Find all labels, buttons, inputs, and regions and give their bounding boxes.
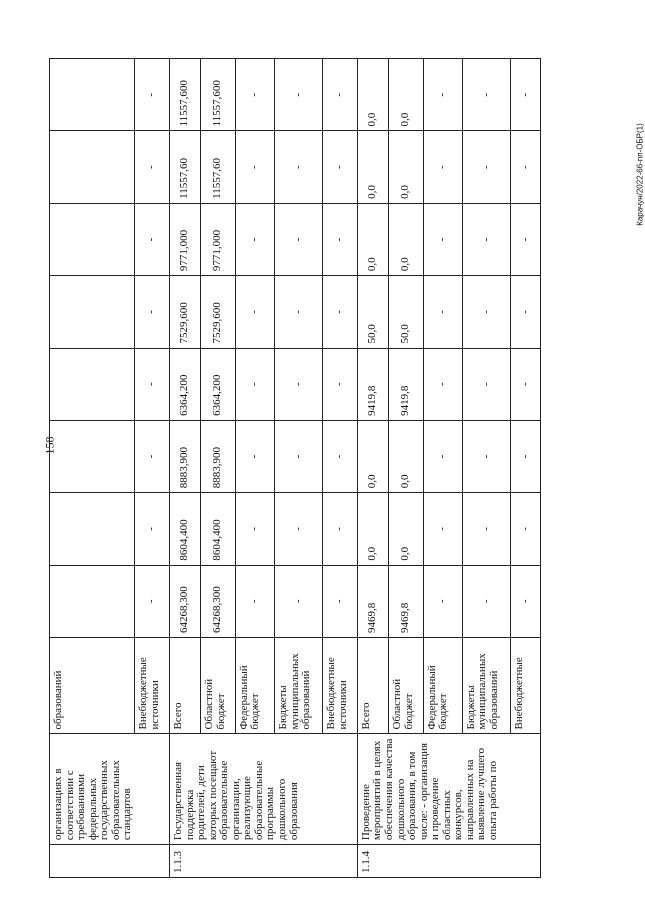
amount-cell: - (423, 565, 462, 637)
amount-cell: - (323, 203, 358, 275)
amount-cell (50, 59, 135, 131)
item-index-cell: 1.1.4 (357, 845, 540, 878)
amount-cell: - (135, 565, 170, 637)
amount-cell: 0,0 (357, 203, 388, 275)
amount-cell: - (135, 420, 170, 492)
amount-cell: 50,0 (389, 276, 424, 348)
funding-source-cell: Всего (170, 637, 201, 733)
amount-cell: - (462, 420, 510, 492)
amount-cell (50, 203, 135, 275)
funding-source-cell: Бюджеты муниципальных образований (275, 637, 323, 733)
amount-cell: 9419,8 (357, 348, 388, 420)
amount-cell: - (462, 131, 510, 203)
amount-cell: - (510, 565, 540, 637)
item-index-cell: 1.1.3 (170, 845, 358, 878)
amount-cell: 8883,900 (201, 420, 236, 492)
amount-cell: - (275, 276, 323, 348)
funding-source-cell: Областной бюджет (389, 637, 424, 733)
amount-cell: - (323, 420, 358, 492)
amount-cell: - (423, 59, 462, 131)
amount-cell: - (275, 493, 323, 565)
amount-cell: 9771,000 (170, 203, 201, 275)
amount-cell: - (510, 276, 540, 348)
amount-cell: - (462, 565, 510, 637)
amount-cell (50, 493, 135, 565)
amount-cell: 9771,000 (201, 203, 236, 275)
amount-cell: 0,0 (389, 131, 424, 203)
amount-cell: - (423, 348, 462, 420)
amount-cell: - (235, 203, 274, 275)
amount-cell: - (323, 493, 358, 565)
funding-source-cell: Всего (357, 637, 388, 733)
item-name-cell: организациях в соответствии с требованиями федеральных государственных образовательных стандартов (50, 734, 170, 845)
amount-cell: - (323, 59, 358, 131)
amount-cell: - (235, 565, 274, 637)
amount-cell: - (423, 493, 462, 565)
amount-cell: 7529,600 (201, 276, 236, 348)
amount-cell: - (423, 131, 462, 203)
amount-cell: 0,0 (357, 493, 388, 565)
amount-cell: - (235, 348, 274, 420)
amount-cell: 0,0 (389, 203, 424, 275)
amount-cell: - (462, 203, 510, 275)
amount-cell: - (275, 59, 323, 131)
amount-cell: - (235, 59, 274, 131)
amount-cell: - (275, 565, 323, 637)
amount-cell: - (135, 348, 170, 420)
amount-cell: 0,0 (357, 59, 388, 131)
funding-source-cell: образований (50, 637, 135, 733)
amount-cell: 11557,60 (170, 131, 201, 203)
amount-cell: 9469,8 (389, 565, 424, 637)
amount-cell: - (135, 493, 170, 565)
amount-cell: - (510, 348, 540, 420)
amount-cell: - (135, 131, 170, 203)
amount-cell: 11557,600 (201, 59, 236, 131)
item-name-cell: Государственная поддержка родителей, дети которых посещают образовательные организации, реализующие образовательные программы дошкольного образования (170, 734, 358, 845)
amount-cell: - (135, 276, 170, 348)
funding-source-cell: Внебюджетные (510, 637, 540, 733)
amount-cell: - (235, 493, 274, 565)
amount-cell: 0,0 (389, 420, 424, 492)
amount-cell: 0,0 (357, 420, 388, 492)
amount-cell: - (323, 131, 358, 203)
document-code: Карачун/2022-66-пп-ОБР(1) (635, 123, 645, 226)
amount-cell (50, 420, 135, 492)
amount-cell: - (462, 493, 510, 565)
amount-cell: - (323, 276, 358, 348)
amount-cell (50, 131, 135, 203)
amount-cell (50, 348, 135, 420)
amount-cell: 0,0 (389, 59, 424, 131)
amount-cell: 64268,300 (201, 565, 236, 637)
amount-cell: 6364,200 (170, 348, 201, 420)
amount-cell: - (235, 131, 274, 203)
funding-source-cell: Внебюджетные источники (323, 637, 358, 733)
amount-cell: - (510, 420, 540, 492)
amount-cell: - (275, 348, 323, 420)
amount-cell: - (135, 203, 170, 275)
funding-source-cell: Федеральный бюджет (423, 637, 462, 733)
amount-cell: - (510, 131, 540, 203)
amount-cell: - (135, 59, 170, 131)
amount-cell: 0,0 (389, 493, 424, 565)
amount-cell: 11557,60 (201, 131, 236, 203)
amount-cell (50, 276, 135, 348)
amount-cell: 8604,400 (170, 493, 201, 565)
funding-source-cell: Внебюджетные источники (135, 637, 170, 733)
table-body (50, 59, 541, 878)
amount-cell: - (275, 131, 323, 203)
amount-cell: 0,0 (357, 131, 388, 203)
amount-cell: - (275, 420, 323, 492)
budget-table-wrapper (49, 58, 541, 878)
amount-cell: 6364,200 (201, 348, 236, 420)
table-row (170, 59, 201, 878)
amount-cell: - (462, 59, 510, 131)
funding-source-cell: Областной бюджет (201, 637, 236, 733)
amount-cell: - (423, 203, 462, 275)
amount-cell: - (323, 565, 358, 637)
amount-cell: 8883,900 (170, 420, 201, 492)
table-row (50, 59, 135, 878)
amount-cell: - (423, 420, 462, 492)
amount-cell (50, 565, 135, 637)
amount-cell: - (510, 203, 540, 275)
funding-source-cell: Бюджеты муниципальных образований (462, 637, 510, 733)
amount-cell: 50,0 (357, 276, 388, 348)
amount-cell: - (235, 420, 274, 492)
amount-cell: - (323, 348, 358, 420)
item-index-cell (50, 845, 170, 878)
amount-cell: 64268,300 (170, 565, 201, 637)
amount-cell: - (235, 276, 274, 348)
amount-cell: - (275, 203, 323, 275)
rotated-page-content (49, 58, 541, 878)
amount-cell: - (462, 276, 510, 348)
item-name-cell: Проведение мероприятий в целях обеспечения качества дошкольного образования, в том числе: - организация и проведение областных конкурсов, направленных на выявление лучшего опыта работы по (357, 734, 540, 845)
amount-cell: 9419,8 (389, 348, 424, 420)
table-row (357, 59, 388, 878)
page-number: 158 (42, 436, 57, 455)
funding-source-cell: Федеральный бюджет (235, 637, 274, 733)
amount-cell: - (462, 348, 510, 420)
budget-table (49, 58, 541, 878)
amount-cell: 8604,400 (201, 493, 236, 565)
amount-cell: 9469,8 (357, 565, 388, 637)
amount-cell: - (423, 276, 462, 348)
amount-cell: - (510, 493, 540, 565)
amount-cell: 7529,600 (170, 276, 201, 348)
amount-cell: - (510, 59, 540, 131)
amount-cell: 11557,600 (170, 59, 201, 131)
